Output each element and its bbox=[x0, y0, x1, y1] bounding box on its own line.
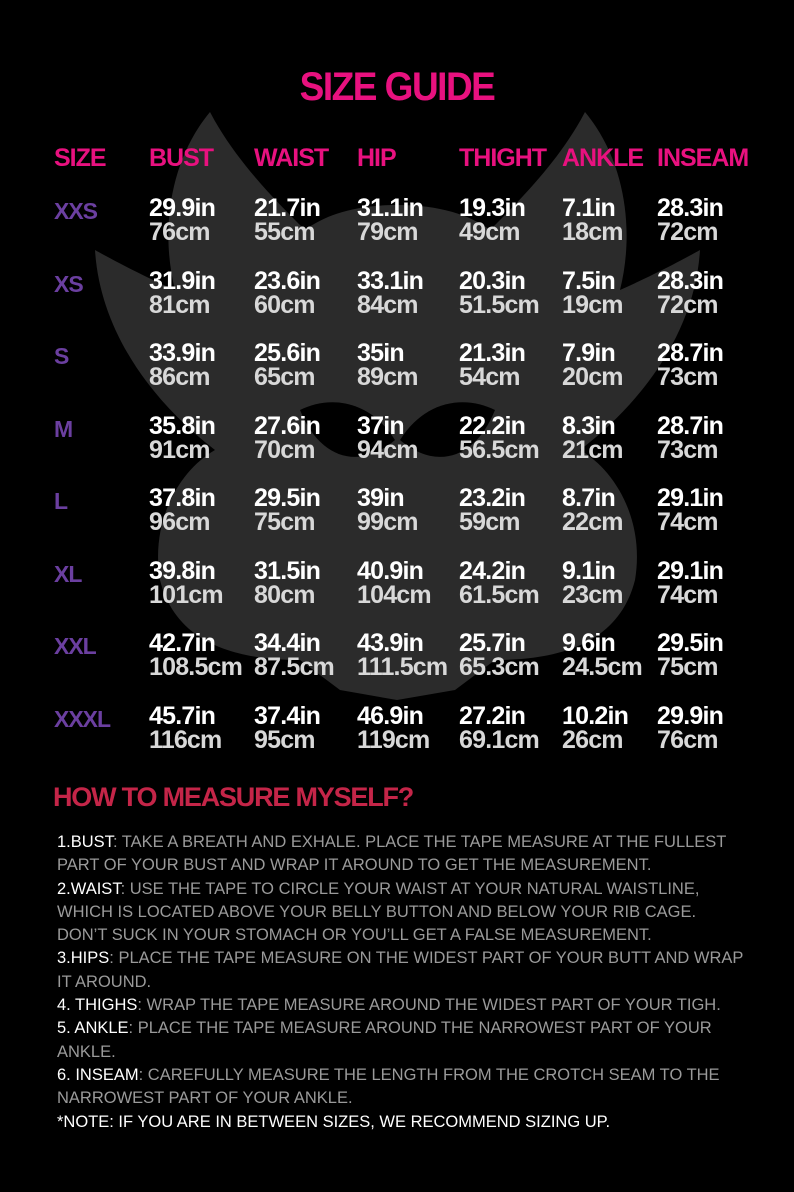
waist-cell bbox=[254, 701, 321, 754]
inch-value: 21.3in bbox=[459, 339, 526, 367]
inch-value: 40.9in bbox=[357, 556, 424, 585]
bust-cell bbox=[149, 486, 215, 534]
thight-cell bbox=[459, 411, 539, 464]
hip-cell bbox=[357, 411, 418, 464]
inch-value: 19.3in bbox=[459, 194, 526, 222]
thight-cell bbox=[459, 701, 539, 754]
instruction-key: 4. THIGHS bbox=[57, 996, 138, 1015]
cm-value: 24.5cm bbox=[562, 653, 642, 681]
size-label: XL bbox=[54, 560, 82, 587]
waist-cell bbox=[254, 631, 334, 679]
cm-value: 87.5cm bbox=[254, 653, 334, 681]
instruction-text: WHICH IS LOCATED ABOVE YOUR BELLY BUTTON AND BELOW YOUR RIB CAGE. bbox=[57, 902, 697, 921]
cm-value: 119cm bbox=[357, 725, 430, 754]
instruction-line bbox=[57, 994, 757, 1017]
inch-value: 34.4in bbox=[254, 629, 321, 657]
size-label: XXL bbox=[54, 633, 96, 659]
inch-value: 45.7in bbox=[149, 701, 216, 730]
size-label: XXS bbox=[54, 198, 98, 224]
cm-value: 73cm bbox=[657, 435, 718, 464]
cm-value: 95cm bbox=[254, 725, 315, 754]
instruction-key: 6. INSEAM bbox=[57, 1065, 139, 1084]
ankle-cell bbox=[562, 266, 623, 319]
inch-value: 29.1in bbox=[657, 484, 724, 512]
waist-cell bbox=[254, 411, 321, 464]
measurement-instructions bbox=[57, 831, 757, 1134]
inseam-cell bbox=[657, 556, 724, 609]
cm-value: 18cm bbox=[562, 218, 623, 246]
inch-value: 24.2in bbox=[459, 556, 526, 585]
cm-value: 56.5cm bbox=[459, 435, 539, 464]
bust-cell bbox=[149, 631, 242, 679]
inseam-cell bbox=[657, 701, 724, 754]
cm-value: 74cm bbox=[657, 508, 718, 536]
cm-value: 75cm bbox=[657, 653, 718, 681]
inch-value: 28.3in bbox=[657, 194, 724, 222]
cm-value: 23cm bbox=[562, 580, 623, 609]
inch-value: 35in bbox=[357, 339, 404, 367]
cm-value: 74cm bbox=[657, 580, 718, 609]
instruction-line bbox=[57, 947, 757, 970]
ankle-cell bbox=[562, 701, 629, 754]
inch-value: 37.4in bbox=[254, 701, 321, 730]
instruction-line bbox=[57, 1064, 757, 1087]
ankle-cell bbox=[562, 486, 623, 534]
bust-cell bbox=[149, 196, 215, 244]
inch-value: 29.9in bbox=[657, 701, 724, 730]
inch-value: 29.1in bbox=[657, 556, 724, 585]
size-label: M bbox=[54, 415, 73, 442]
instruction-text: : TAKE A BREATH AND EXHALE. PLACE THE TAPE MEASURE AT THE FULLEST bbox=[112, 833, 727, 851]
instruction-line bbox=[57, 831, 757, 854]
inch-value: 7.5in bbox=[562, 266, 615, 295]
col-header-bust: BUST bbox=[149, 144, 214, 172]
inch-value: 29.5in bbox=[254, 484, 321, 512]
cm-value: 22cm bbox=[562, 508, 623, 536]
hip-cell bbox=[357, 196, 423, 244]
inseam-cell bbox=[657, 341, 723, 389]
instruction-key: 1.BUST bbox=[57, 833, 113, 851]
size-label: S bbox=[54, 343, 69, 369]
ankle-cell bbox=[562, 341, 623, 389]
bust-cell bbox=[149, 411, 216, 464]
cm-value: 89cm bbox=[357, 363, 418, 391]
inch-value: 33.9in bbox=[149, 339, 216, 367]
instruction-text: PART OF YOUR BUST AND WRAP IT AROUND TO GET THE MEASUREMENT. bbox=[57, 856, 652, 875]
inch-value: 37.8in bbox=[149, 484, 216, 512]
col-header-size: SIZE bbox=[54, 144, 106, 172]
instruction-text: : WRAP THE TAPE MEASURE AROUND THE WIDEST PART OF YOUR TIGH. bbox=[137, 996, 721, 1015]
instruction-text: : PLACE THE TAPE MEASURE ON THE WIDEST PART OF YOUR BUTT AND WRAP bbox=[109, 949, 744, 968]
inch-value: 31.1in bbox=[357, 194, 424, 222]
ankle-cell bbox=[562, 631, 642, 679]
bust-cell bbox=[149, 701, 222, 754]
col-header-waist: WAIST bbox=[254, 144, 329, 172]
bust-cell bbox=[149, 341, 215, 389]
size-label: L bbox=[54, 488, 68, 514]
waist-cell bbox=[254, 486, 320, 534]
ankle-cell bbox=[562, 196, 623, 244]
cm-value: 86cm bbox=[149, 363, 210, 391]
cm-value: 49cm bbox=[459, 218, 520, 246]
cm-value: 91cm bbox=[149, 435, 210, 464]
inch-value: 8.3in bbox=[562, 411, 615, 440]
inch-value: 23.2in bbox=[459, 484, 526, 512]
waist-cell bbox=[254, 266, 321, 319]
cm-value: 61.5cm bbox=[459, 580, 539, 609]
thight-cell bbox=[459, 341, 525, 389]
hip-cell bbox=[357, 341, 418, 389]
cm-value: 81cm bbox=[149, 290, 210, 319]
cm-value: 104cm bbox=[357, 580, 431, 609]
cm-value: 65.3cm bbox=[459, 653, 539, 681]
inch-value: 23.6in bbox=[254, 266, 321, 295]
instruction-line bbox=[57, 1087, 757, 1110]
cm-value: 73cm bbox=[657, 363, 718, 391]
inch-value: 42.7in bbox=[149, 629, 216, 657]
size-label: XXXL bbox=[54, 705, 111, 732]
inseam-cell bbox=[657, 196, 723, 244]
cm-value: 111.5cm bbox=[357, 653, 448, 681]
cm-value: 72cm bbox=[657, 290, 718, 319]
inseam-cell bbox=[657, 266, 724, 319]
cm-value: 65cm bbox=[254, 363, 315, 391]
inch-value: 46.9in bbox=[357, 701, 424, 730]
inseam-cell bbox=[657, 486, 723, 534]
inch-value: 35.8in bbox=[149, 411, 216, 440]
bust-cell bbox=[149, 266, 216, 319]
inch-value: 22.2in bbox=[459, 411, 526, 440]
instruction-line bbox=[57, 854, 757, 877]
inseam-cell bbox=[657, 631, 723, 679]
col-header-thight: THIGHT bbox=[459, 144, 547, 172]
cm-value: 21cm bbox=[562, 435, 623, 464]
cm-value: 26cm bbox=[562, 725, 623, 754]
cm-value: 70cm bbox=[254, 435, 315, 464]
instruction-text: DON’T SUCK IN YOUR STOMACH OR YOU’LL GET A FALSE MEASUREMENT. bbox=[57, 926, 652, 945]
inch-value: 20.3in bbox=[459, 266, 526, 295]
hip-cell bbox=[357, 556, 431, 609]
instruction-line bbox=[57, 1111, 757, 1134]
cm-value: 51.5cm bbox=[459, 290, 539, 319]
inch-value: 29.9in bbox=[149, 194, 216, 222]
inch-value: 31.5in bbox=[254, 556, 321, 585]
instruction-line bbox=[57, 901, 757, 924]
cm-value: 54cm bbox=[459, 363, 520, 391]
section-title-how-to-measure: HOW TO MEASURE MYSELF? bbox=[53, 782, 414, 812]
inch-value: 25.6in bbox=[254, 339, 321, 367]
ankle-cell bbox=[562, 411, 623, 464]
inch-value: 7.9in bbox=[562, 339, 615, 367]
thight-cell bbox=[459, 266, 539, 319]
cm-value: 80cm bbox=[254, 580, 315, 609]
bust-cell bbox=[149, 556, 223, 609]
cm-value: 76cm bbox=[149, 218, 210, 246]
ankle-cell bbox=[562, 556, 623, 609]
instruction-text: ANKLE. bbox=[57, 1042, 116, 1061]
inch-value: 28.7in bbox=[657, 411, 724, 440]
thight-cell bbox=[459, 486, 525, 534]
inch-value: 28.7in bbox=[657, 339, 724, 367]
cm-value: 72cm bbox=[657, 218, 718, 246]
cm-value: 79cm bbox=[357, 218, 418, 246]
inch-value: 39.8in bbox=[149, 556, 216, 585]
instruction-line bbox=[57, 1017, 757, 1040]
size-label: XS bbox=[54, 270, 83, 297]
inch-value: 9.6in bbox=[562, 629, 615, 657]
hip-cell bbox=[357, 266, 424, 319]
cm-value: 99cm bbox=[357, 508, 418, 536]
hip-cell bbox=[357, 631, 447, 679]
hip-cell bbox=[357, 701, 430, 754]
cm-value: 75cm bbox=[254, 508, 315, 536]
inch-value: 7.1in bbox=[562, 194, 615, 222]
cm-value: 55cm bbox=[254, 218, 315, 246]
inseam-cell bbox=[657, 411, 724, 464]
instruction-text: : USE THE TAPE TO CIRCLE YOUR WAIST AT YOUR NATURAL WAISTLINE, bbox=[120, 879, 700, 898]
inch-value: 43.9in bbox=[357, 629, 424, 657]
page-title: SIZE GUIDE bbox=[299, 64, 495, 109]
cm-value: 116cm bbox=[149, 725, 222, 754]
cm-value: 69.1cm bbox=[459, 725, 539, 754]
hip-cell bbox=[357, 486, 418, 534]
inch-value: 37in bbox=[357, 411, 404, 440]
instruction-text: IT AROUND. bbox=[57, 972, 152, 991]
inch-value: 27.6in bbox=[254, 411, 321, 440]
instruction-line bbox=[57, 878, 757, 901]
inch-value: 9.1in bbox=[562, 556, 615, 585]
instruction-line bbox=[57, 971, 757, 994]
cm-value: 84cm bbox=[357, 290, 418, 319]
cm-value: 108.5cm bbox=[149, 653, 243, 681]
waist-cell bbox=[254, 341, 320, 389]
inch-value: 33.1in bbox=[357, 266, 424, 295]
cm-value: 19cm bbox=[562, 290, 623, 319]
inch-value: 8.7in bbox=[562, 484, 615, 512]
instruction-key: 3.HIPS bbox=[57, 949, 110, 968]
thight-cell bbox=[459, 631, 539, 679]
cm-value: 59cm bbox=[459, 508, 520, 536]
instruction-text: : CAREFULLY MEASURE THE LENGTH FROM THE CROTCH SEAM TO THE bbox=[138, 1065, 720, 1084]
cm-value: 94cm bbox=[357, 435, 418, 464]
thight-cell bbox=[459, 196, 525, 244]
cm-value: 101cm bbox=[149, 580, 223, 609]
instruction-key: 2.WAIST bbox=[57, 879, 121, 898]
instruction-line bbox=[57, 1041, 757, 1064]
instruction-key: 5. ANKLE bbox=[57, 1019, 129, 1038]
instruction-text: : PLACE THE TAPE MEASURE AROUND THE NARROWEST PART OF YOUR bbox=[128, 1019, 712, 1038]
inch-value: 31.9in bbox=[149, 266, 216, 295]
instruction-text: NARROWEST PART OF YOUR ANKLE. bbox=[57, 1089, 353, 1108]
thight-cell bbox=[459, 556, 539, 609]
col-header-hip: HIP bbox=[357, 144, 396, 172]
cm-value: 60cm bbox=[254, 290, 315, 319]
instruction-key: *NOTE: IF YOU ARE IN BETWEEN SIZES, WE RECOMMEND SIZING UP. bbox=[57, 1112, 611, 1131]
inch-value: 29.5in bbox=[657, 629, 724, 657]
cm-value: 20cm bbox=[562, 363, 623, 391]
inch-value: 21.7in bbox=[254, 194, 321, 222]
inch-value: 10.2in bbox=[562, 701, 629, 730]
waist-cell bbox=[254, 196, 320, 244]
inch-value: 28.3in bbox=[657, 266, 724, 295]
inch-value: 25.7in bbox=[459, 629, 526, 657]
cm-value: 76cm bbox=[657, 725, 718, 754]
col-header-ankle: ANKLE bbox=[562, 144, 644, 172]
cm-value: 96cm bbox=[149, 508, 210, 536]
waist-cell bbox=[254, 556, 321, 609]
inch-value: 27.2in bbox=[459, 701, 526, 730]
col-header-inseam: INSEAM bbox=[657, 144, 749, 172]
inch-value: 39in bbox=[357, 484, 404, 512]
instruction-line bbox=[57, 924, 757, 947]
